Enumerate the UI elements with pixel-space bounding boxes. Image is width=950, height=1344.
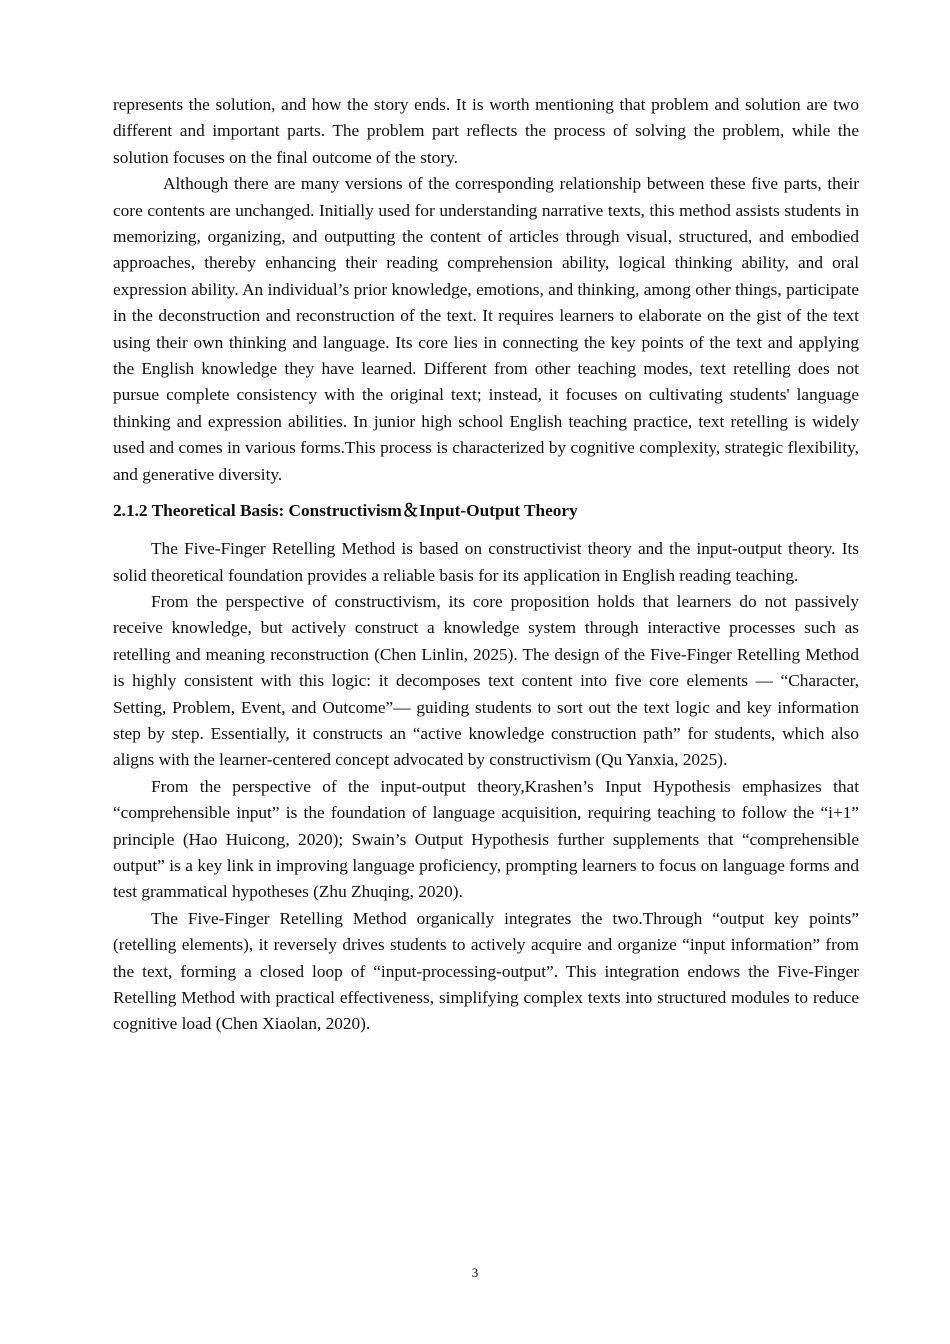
section-heading: 2.1.2 Theoretical Basis: Constructivism＆Input-Output Theory: [113, 501, 578, 521]
page-body: [113, 92, 859, 1038]
page-number: 3: [471, 1265, 479, 1280]
paragraph-constructivism: From the perspective of constructivism, its core proposition holds that learners do not passively receive knowledge, but actively construct a knowledge system through interactive processes such as retelling and meaning reconstruction (Chen Linlin, 2025). The design of the Five-Finger Retelling Method is highly consistent with this logic: it decomposes text content into five core elements — “Character, Setting, Problem, Event, and Outcome”— guiding students to sort out the text logic and key information step by step. Essentially, it constructs an “active knowledge construction path” for students, which also aligns with the learner-centered concept advocated by constructivism (Qu Yanxia, 2025).: [113, 591, 859, 770]
paragraph-continuation: represents the solution, and how the story ends. It is worth mentioning that problem and solution are two different and important parts. The problem part reflects the process of solving the problem, while the solution focuses on the final outcome of the story.: [113, 95, 859, 167]
paragraph-theory-intro: The Five-Finger Retelling Method is based on constructivist theory and the input-output theory. Its solid theoretical foundation provides a reliable basis for its application in English reading teaching.: [113, 539, 859, 585]
paragraph-integration: The Five-Finger Retelling Method organically integrates the two.Through “output key points” (retelling elements), it reversely drives students to actively acquire and organize “input information” from the text, forming a closed loop of “input-processing-output”. This integration endows the Five-Finger Retelling Method with practical effectiveness, simplifying complex texts into structured modules to reduce cognitive load (Chen Xiaolan, 2020).: [113, 908, 859, 1034]
paragraph-five-parts: Although there are many versions of the corresponding relationship between these five parts, their core contents are unchanged. Initially used for understanding narrative texts, this method assists students in memorizing, organizing, and outputting the content of articles through visual, structured, and embodied approaches, thereby enhancing their reading comprehension ability, logical thinking ability, and oral expression ability. An individual’s prior knowledge, emotions, and thinking, among other things, participate in the deconstruction and reconstruction of the text. It requires learners to elaborate on the gist of the text using their own thinking and language. Its core lies in connecting the key points of the text and applying the English knowledge they have learned. Different from other teaching modes, text retelling does not pursue complete consistency with the original text; instead, it focuses on cultivating students' language thinking and expression abilities. In junior high school English teaching practice, text retelling is widely used and comes in various forms.This process is characterized by cognitive complexity, strategic flexibility, and generative diversity.: [113, 174, 859, 484]
paragraph-input-output: From the perspective of the input-output theory,Krashen’s Input Hypothesis emphasizes that “comprehensible input” is the foundation of language acquisition, requiring teaching to follow the “i+1” principle (Hao Huicong, 2020); Swain’s Output Hypothesis further supplements that “comprehensible output” is a key link in improving language proficiency, prompting learners to focus on language forms and test grammatical hypotheses (Zhu Zhuqing, 2020).: [113, 776, 859, 902]
